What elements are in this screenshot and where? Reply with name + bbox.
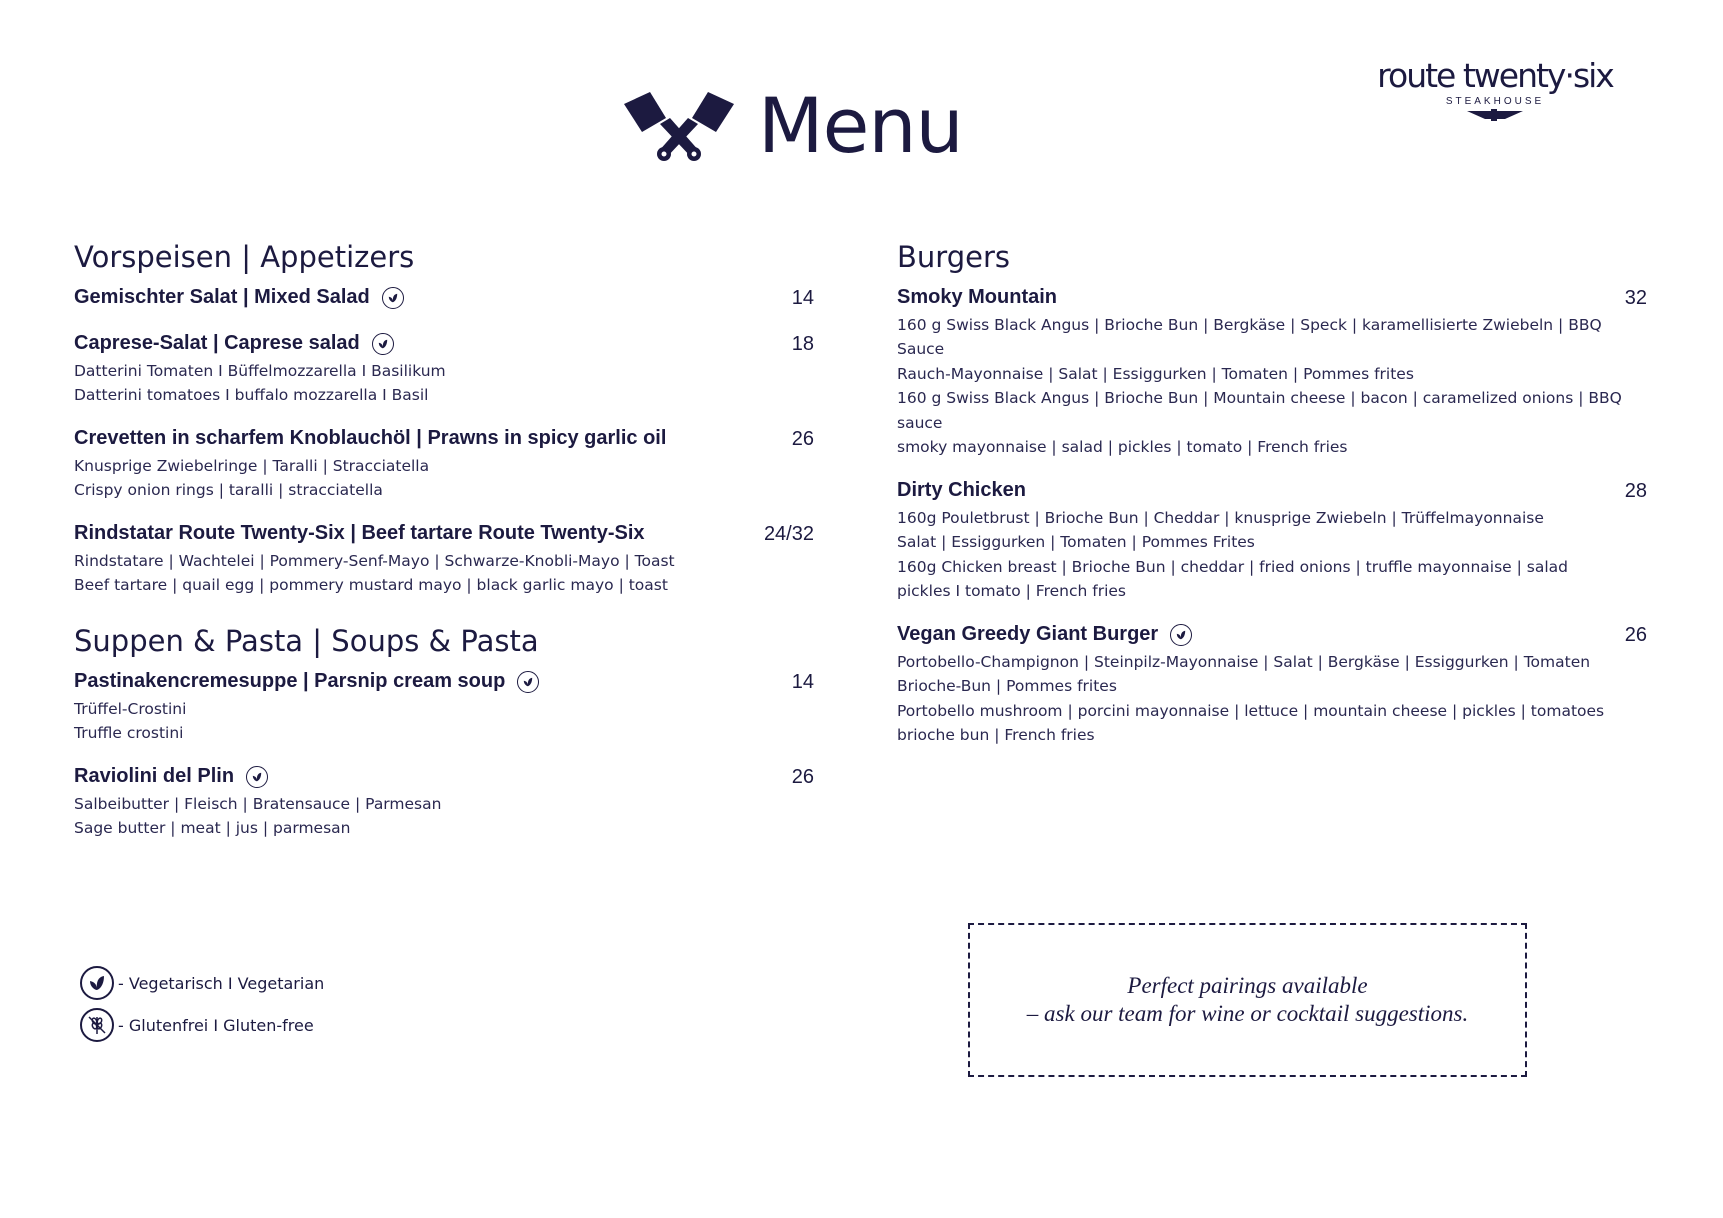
menu-item-description: smoky mayonnaise | salad | pickles | tomato | French fries [897, 438, 1348, 457]
menu-item-description: Beef tartare | quail egg | pommery mustard mayo | black garlic mayo | toast [74, 576, 668, 595]
menu-item-name: Raviolini del Plin [74, 765, 235, 788]
menu-item-header [74, 283, 834, 313]
menu-item-header [74, 762, 834, 792]
menu-item-price: 26 [791, 765, 814, 788]
menu-item-description: Truffle crostini [74, 724, 184, 743]
burgers-list [897, 283, 1647, 748]
menu-item-name: Gemischter Salat | Mixed Salad [74, 286, 370, 309]
menu-item [897, 476, 1647, 604]
pairing-line-2: – ask our team for wine or cocktail suggestions. [1026, 1001, 1469, 1026]
menu-item [897, 283, 1647, 460]
section-title-burgers: Burgers [897, 240, 1010, 274]
leaf-icon [80, 966, 114, 1000]
legend-vegetarian [80, 962, 324, 1004]
menu-header [620, 81, 963, 170]
menu-item-description: Knusprige Zwiebelringe | Taralli | Stracciatella [74, 456, 430, 475]
menu-item-description: Portobello-Champignon | Steinpilz-Mayonnaise | Salat | Bergkäse | Essiggurken | Tomaten [897, 652, 1591, 671]
menu-item-header [74, 424, 834, 454]
section-title-appetizers: Vorspeisen | Appetizers [74, 240, 415, 274]
menu-item-name: Rindstatar Route Twenty-Six | Beef tartare Route Twenty-Six [74, 522, 645, 545]
legend-glutenfree-label: - Glutenfrei I Gluten-free [118, 1015, 314, 1035]
menu-item-description: Portobello mushroom | porcini mayonnaise | lettuce | mountain cheese | pickles | tomatoes [897, 701, 1605, 720]
menu-item-description: Salbeibutter | Fleisch | Bratensauce | Parmesan [74, 794, 442, 813]
menu-item-name: Smoky Mountain [897, 286, 1058, 309]
menu-item-description: Crispy onion rings | taralli | stracciatella [74, 481, 383, 500]
menu-item-name: Pastinakencremesuppe | Parsnip cream soup [74, 670, 506, 693]
menu-item-description: Trüffel-Crostini [74, 699, 187, 718]
menu-item-name: Crevetten in scharfem Knoblauchöl | Prawns in spicy garlic oil [74, 427, 667, 450]
page-title: Menu [758, 81, 963, 170]
brand-logo [1370, 58, 1620, 121]
menu-item-description: Sage butter | meat | jus | parmesan [74, 819, 351, 838]
leaf-icon [246, 766, 268, 788]
menu-item-price: 26 [791, 427, 814, 450]
menu-item [897, 620, 1647, 748]
knife-icon [1465, 109, 1525, 121]
crossed-cleavers-icon [620, 90, 738, 162]
legend [80, 962, 324, 1046]
menu-item-price: 28 [1624, 479, 1647, 502]
menu-item-header [74, 667, 834, 697]
menu-item-header [897, 283, 1647, 313]
leaf-icon [372, 333, 394, 355]
menu-item-description: 160 g Swiss Black Angus | Brioche Bun | Bergkäse | Speck | karamellisierte Zwiebeln | BBQ Sauce [897, 315, 1602, 359]
leaf-icon [517, 671, 539, 693]
menu-item-header [897, 620, 1647, 650]
legend-vegetarian-label: - Vegetarisch I Vegetarian [118, 973, 325, 993]
soups-list [74, 667, 834, 841]
legend-glutenfree [80, 1004, 324, 1046]
menu-item-description: Datterini Tomaten I Büffelmozzarella I Basilikum [74, 361, 446, 380]
menu-item [74, 519, 834, 598]
menu-item [74, 329, 834, 408]
menu-item-description: Rindstatare | Wachtelei | Pommery-Senf-Mayo | Schwarze-Knobli-Mayo | Toast [74, 551, 675, 570]
left-column [74, 240, 834, 857]
menu-item-name: Dirty Chicken [897, 479, 1026, 502]
menu-item [74, 283, 834, 313]
menu-item-description: pickles I tomato | French fries [897, 582, 1126, 601]
menu-item [74, 762, 834, 841]
menu-item-price: 14 [791, 286, 814, 309]
brand-name: route twenty·six [1377, 56, 1613, 95]
menu-item-header [74, 519, 834, 549]
menu-item-price: 32 [1624, 286, 1647, 309]
menu-item-description: Datterini tomatoes I buffalo mozzarella I Basil [74, 386, 429, 405]
pairing-note [968, 923, 1527, 1077]
menu-item-header [74, 329, 834, 359]
appetizers-list [74, 283, 834, 598]
leaf-icon [382, 287, 404, 309]
menu-item-price: 26 [1624, 623, 1647, 646]
right-column [897, 240, 1647, 764]
leaf-icon [1170, 624, 1192, 646]
wheat-crossed-icon [80, 1008, 114, 1042]
section-title-soups: Suppen & Pasta | Soups & Pasta [74, 623, 539, 658]
menu-item [74, 424, 834, 503]
menu-item-header [897, 476, 1647, 506]
menu-item-description: Brioche-Bun | Pommes frites [897, 677, 1117, 696]
menu-item-price: 14 [791, 670, 814, 693]
menu-item-price: 18 [791, 332, 814, 355]
menu-item-price: 24/32 [763, 522, 814, 545]
menu-item [74, 667, 834, 746]
menu-item-description: Salat | Essiggurken | Tomaten | Pommes Frites [897, 533, 1255, 552]
menu-item-description: 160 g Swiss Black Angus | Brioche Bun | Mountain cheese | bacon | caramelized onions | BBQ sauce [897, 389, 1622, 432]
menu-item-description: 160g Chicken breast | Brioche Bun | cheddar | fried onions | truffle mayonnaise | salad [897, 557, 1568, 576]
pairing-line-1: Perfect pairings available [1127, 973, 1368, 998]
menu-item-description: 160g Pouletbrust | Brioche Bun | Cheddar | knusprige Zwiebeln | Trüffelmayonnaise [897, 508, 1544, 527]
menu-item-description: brioche bun | French fries [897, 726, 1095, 745]
menu-item-name: Vegan Greedy Giant Burger [897, 623, 1159, 646]
menu-item-name: Caprese-Salat | Caprese salad [74, 332, 360, 355]
brand-subtitle: STEAKHOUSE [1445, 96, 1545, 108]
menu-item-description: Rauch-Mayonnaise | Salat | Essiggurken | Tomaten | Pommes frites [897, 364, 1414, 383]
